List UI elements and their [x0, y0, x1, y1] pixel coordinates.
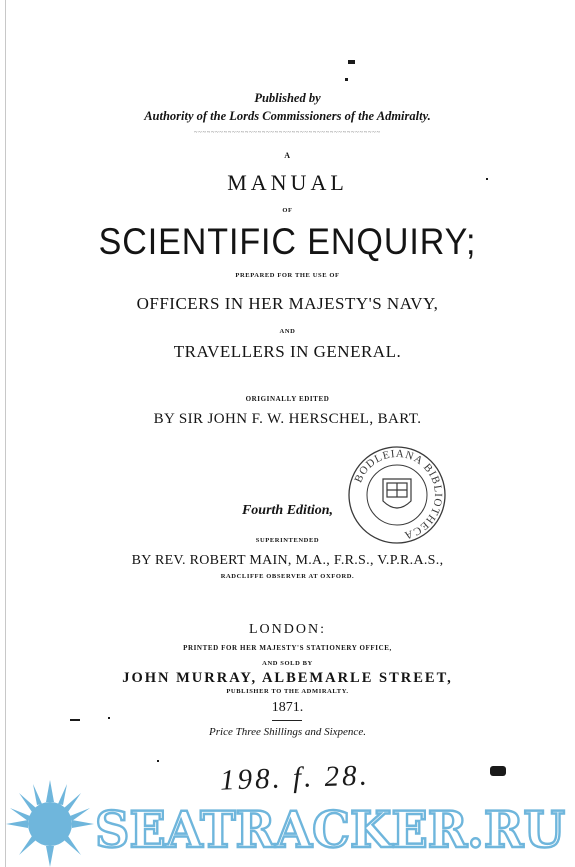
short-rule: [272, 720, 302, 721]
travellers-line: TRAVELLERS IN GENERAL.: [173, 342, 402, 361]
svg-text:SEATRACKER.RU: SEATRACKER.RU: [95, 800, 565, 859]
title-main: SCIENTIFIC ENQUIRY;: [98, 221, 477, 262]
year-line: 1871.: [271, 700, 304, 715]
originally-edited: ORIGINALLY EDITED: [245, 395, 330, 403]
ink-speck: [157, 760, 159, 762]
price-line: Price Three Shillings and Sixpence.: [209, 726, 366, 738]
prepared-for: PREPARED FOR THE USE OF: [235, 272, 340, 279]
published-by: Published by: [254, 91, 321, 105]
superintended: SUPERINTENDED: [255, 537, 320, 544]
printed-for-line: PRINTED FOR HER MAJESTY'S STATIONERY OFFICE,: [183, 644, 392, 652]
ink-speck: [345, 78, 348, 81]
ink-speck: [108, 717, 110, 719]
and-word: AND: [279, 328, 296, 335]
svg-text:BODLEIANA BIBLIOTHECA: BODLEIANA BIBLIOTHECA: [352, 447, 445, 542]
publisher-role-line: PUBLISHER TO THE ADMIRALTY.: [226, 688, 349, 695]
title-manual: MANUAL: [227, 170, 348, 195]
edition-line: Fourth Edition,: [241, 503, 334, 518]
publisher-line: JOHN MURRAY, ALBEMARLE STREET,: [122, 670, 453, 686]
ink-speck: [70, 719, 80, 721]
seatracker-watermark: [0, 772, 575, 867]
bodleian-library-stamp: [347, 445, 447, 545]
authority-line: Authority of the Lords Commissioners of the Admiralty.: [144, 109, 431, 123]
officers-line: OFFICERS IN HER MAJESTY'S NAVY,: [136, 294, 439, 313]
radcliffe-line: RADCLIFFE OBSERVER AT OXFORD.: [220, 573, 355, 580]
shelfmark-handwritten: 198. f. 28.: [219, 759, 371, 797]
city-line: LONDON:: [249, 622, 326, 637]
ink-speck: [348, 60, 355, 64]
of-word: OF: [282, 207, 293, 214]
herschel-line: BY SIR JOHN F. W. HERSCHEL, BART.: [153, 411, 422, 427]
main-line: BY REV. ROBERT MAIN, M.A., F.R.S., V.P.R.A.S.,: [131, 553, 444, 568]
sold-by-line: AND SOLD BY: [262, 660, 313, 667]
article-a: A: [284, 151, 291, 160]
decorative-rule: ~~~~~~~~~~~~~~~~~~~~~~~~~~~~~~~~~~~~~~~~~~~~: [194, 130, 381, 136]
